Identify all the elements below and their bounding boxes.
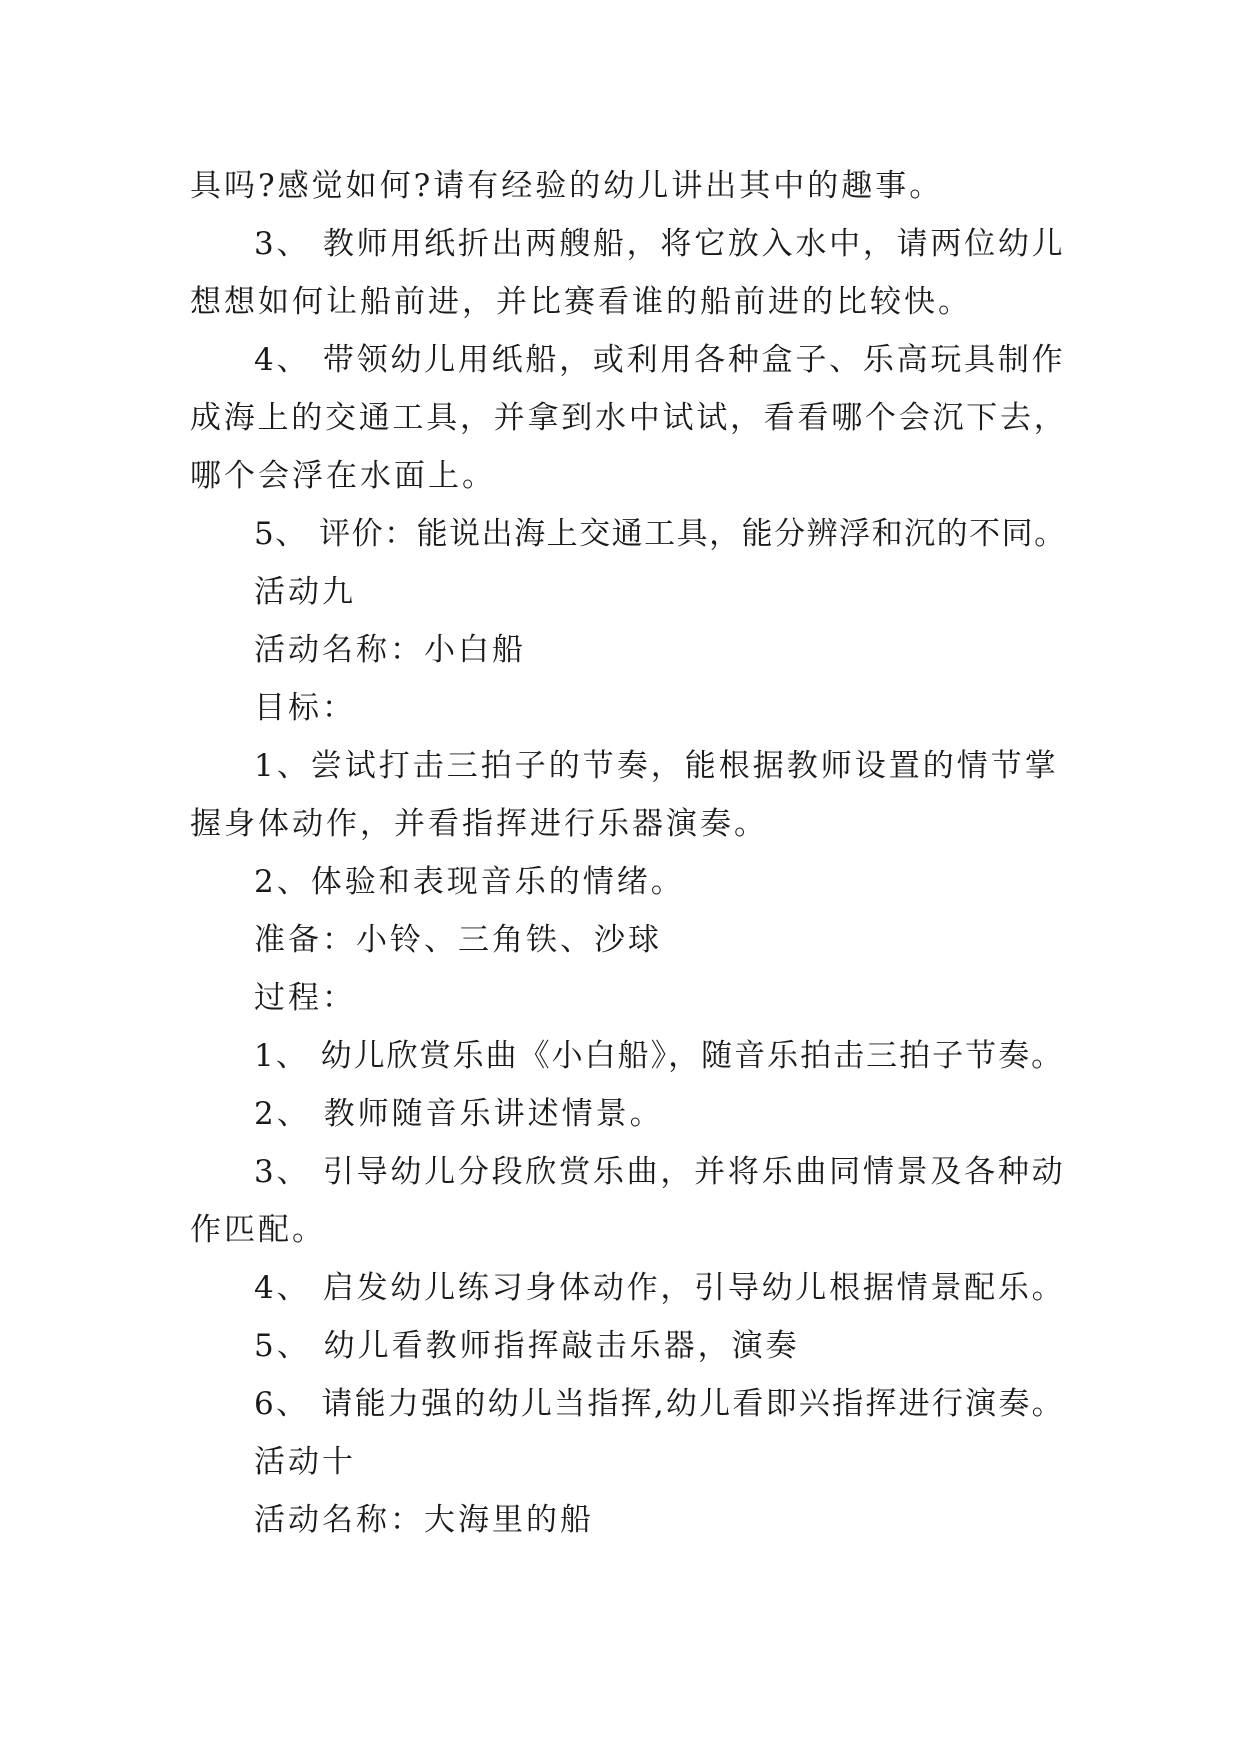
process-step-1: 1、 幼儿欣赏乐曲《小白船》，随音乐拍击三拍子节奏。 <box>254 1038 1065 1074</box>
process-step-3: 3、 引导幼儿分段欣赏乐曲，并将乐曲同情景及各种动 <box>254 1154 1066 1190</box>
step-5-line: 5、 评价：能说出海上交通工具，能分辨浮和沉的不同。 <box>254 516 1067 552</box>
activity-name: 活动名称：大海里的船 <box>254 1502 594 1538</box>
process-step-2: 2、 教师随音乐讲述情景。 <box>254 1096 664 1132</box>
paragraph-line: 成海上的交通工具，并拿到水中试试，看看哪个会沉下去， <box>190 400 1068 436</box>
process-step-5: 5、 幼儿看教师指挥敲击乐器，演奏 <box>254 1328 800 1364</box>
goal-2-line: 2、体验和表现音乐的情绪。 <box>254 864 685 900</box>
step-4-line: 4、 带领幼儿用纸船，或利用各种盒子、乐高玩具制作 <box>254 342 1066 378</box>
document-body <box>190 157 1070 1549</box>
process-step-4: 4、 启发幼儿练习身体动作，引导幼儿根据情景配乐。 <box>254 1270 1066 1306</box>
paragraph-line: 具吗?感觉如何?请有经验的幼儿讲出其中的趣事。 <box>190 168 944 204</box>
goal-1-line: 1、尝试打击三拍子的节奏，能根据教师设置的情节掌 <box>254 748 1059 784</box>
step-3-line: 3、 教师用纸折出两艘船，将它放入水中，请两位幼儿 <box>254 226 1066 262</box>
activity-name: 活动名称：小白船 <box>254 632 526 668</box>
paragraph-line: 握身体动作，并看指挥进行乐器演奏。 <box>190 806 768 842</box>
activity-heading: 活动十 <box>254 1444 356 1480</box>
process-label: 过程： <box>254 980 356 1016</box>
process-step-6: 6、 请能力强的幼儿当指挥,幼儿看即兴指挥进行演奏。 <box>254 1386 1065 1422</box>
paragraph-line: 想想如何让船前进，并比赛看谁的船前进的比较快。 <box>190 284 972 320</box>
goals-label: 目标： <box>254 690 356 726</box>
paragraph-line: 哪个会浮在水面上。 <box>190 458 496 494</box>
paragraph-line: 作匹配。 <box>190 1212 326 1248</box>
materials-line: 准备：小铃、三角铁、沙球 <box>254 922 662 958</box>
activity-heading: 活动九 <box>254 574 356 610</box>
